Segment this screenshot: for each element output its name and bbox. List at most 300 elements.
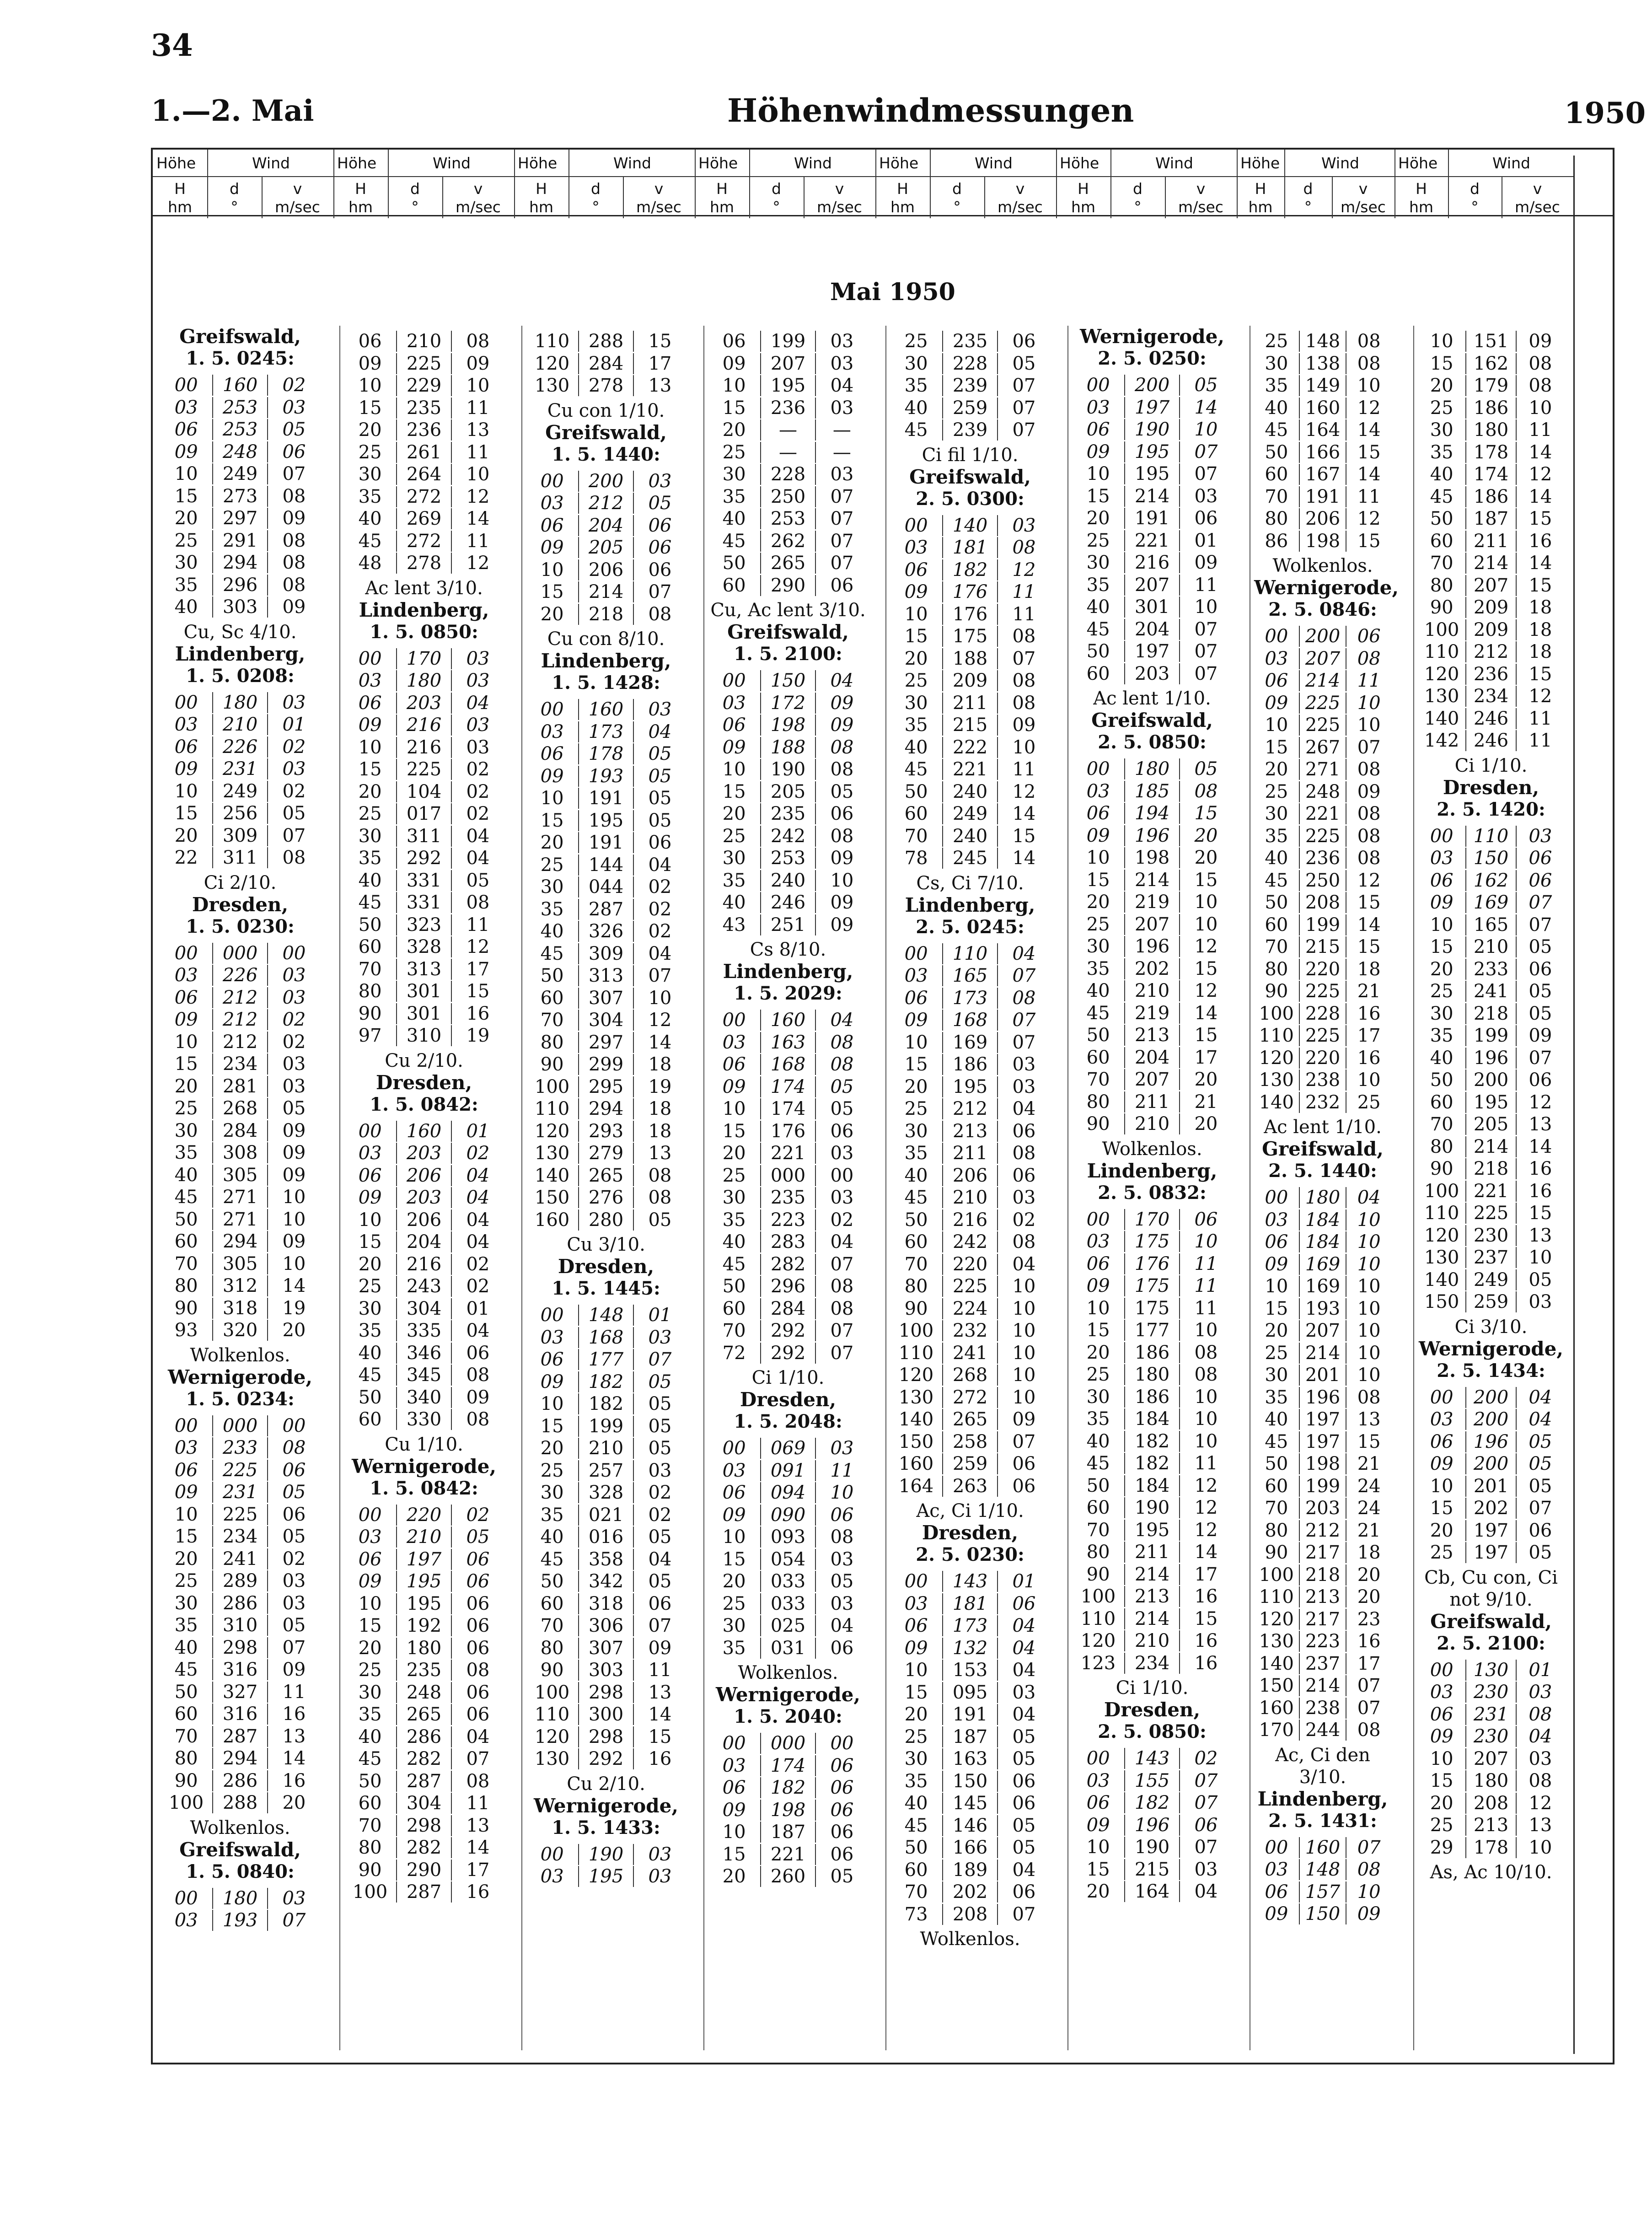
speed-cell: 12	[1194, 1497, 1218, 1519]
speed-cell: 07	[282, 463, 306, 485]
height-cell: 30	[358, 1298, 382, 1319]
speed-cell: 15	[1357, 441, 1381, 463]
measurement-row	[708, 1755, 868, 1777]
direction-cell: 169	[1299, 1254, 1347, 1275]
height-cell: 40	[904, 736, 928, 758]
direction-cell: 218	[578, 604, 634, 625]
height-cell: 25	[904, 1726, 928, 1747]
speed-cell: 09	[830, 692, 854, 714]
speed-cell: 03	[1194, 1859, 1218, 1880]
height-cell: 15	[174, 485, 198, 507]
height-cell: 09	[1430, 1453, 1454, 1475]
header-hoehe: Höhe	[1060, 154, 1100, 172]
height-cell: 03	[1265, 1209, 1288, 1231]
direction-cell: 249	[942, 803, 998, 824]
direction-cell: 229	[396, 375, 452, 396]
measurement-row	[1254, 670, 1391, 692]
height-cell: 70	[540, 1010, 564, 1031]
height-cell: 20	[722, 1143, 746, 1164]
direction-cell: 235	[942, 331, 998, 352]
height-cell: 100	[534, 1076, 570, 1097]
height-cell: 97	[358, 1025, 382, 1047]
height-cell: 30	[358, 1682, 382, 1703]
height-cell: 90	[1430, 1158, 1454, 1180]
station-block	[160, 1839, 320, 1932]
speed-cell: 10	[1194, 1386, 1218, 1408]
direction-cell: 307	[578, 1638, 634, 1659]
height-cell: 160	[1259, 1697, 1294, 1719]
measurement-row	[1072, 935, 1232, 958]
measurement-row	[1072, 574, 1232, 597]
height-cell: 15	[1430, 1498, 1454, 1519]
measurement-row	[160, 1526, 320, 1548]
station-datetime: 1. 5. 1428:	[552, 672, 660, 693]
measurement-row	[1072, 758, 1232, 780]
data-column	[1072, 326, 1232, 2050]
speed-cell: 05	[648, 1371, 672, 1392]
speed-cell: 09	[1194, 552, 1218, 574]
direction-cell: 210	[396, 1526, 452, 1548]
cloud-remark: Cu 1/10.	[385, 1434, 463, 1455]
station-name: Greifswald,	[179, 1838, 301, 1861]
speed-cell: 02	[282, 1031, 306, 1053]
measurement-row	[344, 419, 504, 441]
direction-cell: 054	[760, 1549, 816, 1570]
height-cell: 30	[722, 464, 746, 485]
direction-cell: 182	[1124, 1792, 1180, 1813]
speed-cell: 12	[466, 486, 490, 507]
speed-cell: 07	[1194, 1770, 1218, 1791]
measurement-row	[160, 1009, 320, 1031]
direction-cell: 249	[212, 781, 268, 802]
data-column	[708, 326, 868, 2050]
measurement-row	[160, 1415, 320, 1437]
direction-cell: 222	[942, 737, 998, 758]
direction-cell: 214	[1299, 670, 1347, 691]
speed-cell: 11	[466, 914, 490, 935]
header-d: d °	[230, 180, 239, 216]
direction-cell: 197	[396, 1549, 452, 1570]
speed-cell: 09	[1357, 1903, 1381, 1925]
measurement-row	[160, 1770, 320, 1792]
station-datetime: 1. 5. 0842:	[370, 1093, 478, 1115]
height-cell: 90	[174, 1770, 198, 1791]
measurement-row	[708, 803, 868, 825]
direction-cell: 197	[1299, 1431, 1347, 1452]
height-cell: 50	[1265, 892, 1288, 914]
height-cell: 10	[1265, 715, 1288, 736]
direction-cell: 253	[760, 508, 816, 529]
height-cell: 09	[722, 1504, 746, 1526]
height-cell: 35	[1265, 1387, 1288, 1408]
speed-cell: 15	[648, 331, 672, 352]
measurement-row	[344, 1187, 504, 1209]
speed-cell: 02	[648, 876, 672, 898]
direction-cell: 186	[1124, 1342, 1180, 1363]
direction-cell: 278	[396, 553, 452, 574]
direction-cell: 197	[1465, 1542, 1516, 1563]
speed-cell: 11	[466, 397, 490, 419]
speed-cell: 03	[830, 331, 854, 352]
direction-cell: 195	[578, 1866, 634, 1887]
speed-cell: 09	[282, 597, 306, 618]
speed-cell: 06	[1012, 1165, 1036, 1186]
height-cell: 30	[904, 353, 928, 374]
height-cell: 43	[722, 914, 746, 935]
direction-cell: 216	[396, 1254, 452, 1275]
measurement-row	[526, 1349, 686, 1371]
height-cell: 09	[1430, 892, 1454, 914]
measurement-row	[160, 374, 320, 397]
height-cell: 06	[1086, 1792, 1110, 1814]
measurement-row	[890, 1682, 1050, 1704]
measurement-row	[160, 485, 320, 508]
speed-cell: 11	[1529, 708, 1552, 729]
station-name: Wernigerode,	[1079, 325, 1225, 348]
height-cell: 30	[1086, 1386, 1110, 1408]
cloud-remark: Wolkenlos.	[1272, 555, 1373, 576]
measurement-row	[1072, 780, 1232, 803]
measurement-row	[1418, 1814, 1564, 1837]
height-cell: 140	[1424, 1269, 1459, 1290]
height-cell: 78	[904, 848, 928, 869]
measurement-row	[708, 847, 868, 870]
measurement-row	[708, 1865, 868, 1888]
direction-cell: 225	[1299, 981, 1347, 1002]
speed-cell: 03	[282, 1887, 306, 1909]
speed-cell: 03	[830, 1548, 854, 1570]
height-cell: 25	[722, 1593, 746, 1614]
measurement-row	[1072, 1475, 1232, 1497]
measurement-row	[344, 463, 504, 486]
height-cell: 70	[722, 1320, 746, 1342]
height-cell: 25	[358, 1276, 382, 1297]
column-rule	[339, 326, 340, 2050]
speed-cell: 08	[1357, 648, 1381, 669]
direction-cell: 193	[212, 1910, 268, 1931]
direction-cell: 207	[1124, 1069, 1180, 1090]
direction-cell: 230	[1465, 1726, 1516, 1747]
speed-cell: 04	[1012, 1615, 1036, 1637]
direction-cell: 265	[578, 1165, 634, 1186]
speed-cell: 04	[466, 1231, 490, 1253]
speed-cell: 04	[1194, 1881, 1218, 1903]
height-cell: 86	[1265, 530, 1288, 552]
height-cell: 140	[1424, 708, 1459, 729]
speed-cell: 06	[466, 1682, 490, 1703]
height-cell: 10	[1265, 1276, 1288, 1297]
height-cell: 80	[1265, 508, 1288, 530]
direction-cell: 239	[942, 419, 998, 441]
height-cell: 35	[174, 1142, 198, 1164]
station-datetime: 1. 5. 0840:	[186, 1860, 295, 1882]
speed-cell: 14	[648, 1704, 672, 1725]
height-cell: 70	[904, 1881, 928, 1903]
speed-cell: 07	[830, 1320, 854, 1342]
measurement-row	[526, 699, 686, 721]
height-cell: 50	[1265, 1453, 1288, 1475]
height-cell: 30	[1265, 1365, 1288, 1386]
direction-cell: 221	[760, 1143, 816, 1164]
direction-cell: 225	[1299, 826, 1347, 847]
height-cell: 35	[1265, 375, 1288, 397]
measurement-row	[1418, 1247, 1564, 1269]
speed-cell: 08	[1012, 987, 1036, 1009]
direction-cell: 295	[578, 1076, 634, 1097]
measurement-row	[526, 1682, 686, 1704]
height-cell: 10	[540, 559, 564, 580]
direction-cell: 191	[942, 1704, 998, 1725]
direction-cell: 149	[1299, 375, 1347, 396]
height-cell: 06	[540, 515, 564, 536]
measurement-row	[344, 353, 504, 375]
direction-cell: 292	[760, 1320, 816, 1341]
height-cell: 15	[358, 1231, 382, 1253]
height-cell: 130	[898, 1387, 934, 1408]
measurement-row	[1072, 1836, 1232, 1859]
measurement-row	[160, 1725, 320, 1748]
speed-cell: 12	[1194, 980, 1218, 1002]
height-cell: 15	[1430, 1770, 1454, 1792]
speed-cell: 10	[1194, 892, 1218, 913]
direction-cell: 211	[1465, 531, 1516, 552]
speed-cell: 08	[282, 574, 306, 596]
cloud-remark: Ci 2/10.	[204, 872, 277, 893]
speed-cell: 06	[830, 1799, 854, 1821]
direction-cell: 187	[942, 1726, 998, 1747]
height-cell: 09	[358, 1187, 382, 1209]
height-cell: 00	[1265, 1187, 1288, 1209]
speed-cell: 06	[282, 441, 306, 462]
measurement-row	[526, 470, 686, 493]
direction-cell: 195	[578, 810, 634, 831]
height-cell: 10	[1430, 1748, 1454, 1769]
height-cell: 09	[1086, 441, 1110, 462]
measurement-row	[1254, 508, 1391, 530]
measurement-row	[708, 1231, 868, 1253]
height-cell: 30	[722, 848, 746, 869]
speed-cell: 02	[282, 1009, 306, 1031]
height-cell: 10	[174, 1504, 198, 1525]
measurement-row	[160, 1459, 320, 1482]
measurement-row	[160, 1297, 320, 1320]
measurement-row	[526, 1637, 686, 1660]
direction-cell: 345	[396, 1365, 452, 1386]
measurement-row	[1418, 1542, 1564, 1564]
header-hoehe: Höhe	[1398, 154, 1438, 172]
height-cell: 15	[174, 1054, 198, 1075]
measurement-row	[890, 375, 1050, 397]
height-cell: 50	[358, 1770, 382, 1792]
measurement-row	[526, 1748, 686, 1770]
speed-cell: 10	[1012, 1342, 1036, 1364]
speed-cell: 10	[1012, 1320, 1036, 1342]
direction-cell: 289	[212, 1570, 268, 1591]
measurement-row	[1254, 441, 1391, 464]
speed-cell: 14	[1357, 419, 1381, 441]
measurement-row	[160, 441, 320, 463]
measurement-row	[890, 1298, 1050, 1320]
measurement-row	[890, 515, 1050, 537]
height-cell: 15	[1086, 1320, 1110, 1341]
station-datetime: 1. 5. 1433:	[552, 1817, 660, 1838]
header-d: d °	[410, 180, 420, 216]
height-cell: 09	[722, 1076, 746, 1097]
measurement-row	[708, 1098, 868, 1120]
measurement-row	[1072, 1209, 1232, 1231]
height-cell: 45	[174, 1659, 198, 1681]
station-name: Lindenberg,	[723, 960, 853, 983]
direction-cell: 309	[578, 943, 634, 964]
direction-cell: 232	[1299, 1092, 1347, 1113]
direction-cell: 193	[1299, 1298, 1347, 1319]
height-cell: 80	[1086, 1542, 1110, 1563]
height-cell: 70	[1265, 936, 1288, 958]
station-block	[344, 599, 504, 1072]
direction-cell: 192	[396, 1615, 452, 1636]
measurement-row	[1418, 1837, 1564, 1859]
measurement-row	[1254, 1520, 1391, 1542]
height-cell: 100	[1259, 1003, 1294, 1024]
measurement-row	[160, 1909, 320, 1932]
speed-cell: 14	[1357, 914, 1381, 935]
measurement-row	[1254, 758, 1391, 781]
height-cell: 25	[1430, 981, 1454, 1002]
direction-cell: 265	[942, 1409, 998, 1430]
measurement-row	[890, 1593, 1050, 1615]
measurement-row	[1418, 486, 1564, 508]
height-cell: 20	[904, 1076, 928, 1097]
height-cell: 50	[358, 1387, 382, 1408]
height-cell: 03	[1430, 1409, 1454, 1430]
measurement-row	[344, 670, 504, 692]
speed-cell: 08	[1012, 1231, 1036, 1253]
measurement-row	[890, 1009, 1050, 1032]
measurement-row	[1418, 958, 1564, 981]
speed-cell: 07	[1194, 1792, 1218, 1814]
speed-cell: 12	[1012, 559, 1036, 580]
height-cell: 100	[898, 1320, 934, 1342]
speed-cell: 24	[1357, 1498, 1381, 1519]
measurement-row	[890, 1253, 1050, 1276]
height-cell: 50	[904, 1209, 928, 1231]
direction-cell: 180	[1299, 1187, 1347, 1208]
header-wind: Wind	[794, 154, 832, 172]
speed-cell: 04	[1012, 1859, 1036, 1881]
direction-cell: 132	[942, 1638, 998, 1659]
column-rule	[1067, 326, 1068, 2050]
height-cell: 09	[722, 736, 746, 758]
direction-cell: 186	[1124, 1387, 1180, 1408]
speed-cell: 05	[830, 1866, 854, 1887]
height-cell: 25	[540, 854, 564, 876]
height-cell: 45	[358, 1365, 382, 1386]
direction-cell: 225	[1299, 693, 1347, 714]
height-cell: 00	[904, 1571, 928, 1592]
height-cell: 20	[540, 603, 564, 625]
station-datetime: 1. 5. 1440:	[552, 443, 660, 465]
height-cell: 15	[358, 1615, 382, 1637]
speed-cell: 03	[648, 699, 672, 720]
measurement-row	[890, 1903, 1050, 1926]
height-cell: 45	[1086, 1002, 1110, 1024]
speed-cell: 03	[830, 1438, 854, 1459]
height-cell: 00	[174, 692, 198, 713]
measurement-row	[344, 1526, 504, 1548]
measurement-row	[890, 1231, 1050, 1253]
station-datetime: 1. 5. 2029:	[734, 983, 842, 1004]
measurement-row	[1418, 1136, 1564, 1158]
height-cell: 03	[358, 670, 382, 692]
measurement-row	[344, 1364, 504, 1387]
direction-cell: 186	[1465, 486, 1516, 507]
station-datetime: 1. 5. 2040:	[734, 1706, 842, 1727]
direction-cell: 236	[396, 419, 452, 441]
direction-cell: 203	[396, 693, 452, 714]
speed-cell: 19	[648, 1076, 672, 1097]
direction-cell: —	[760, 419, 816, 441]
direction-cell: 180	[1465, 419, 1516, 441]
speed-cell: 06	[1194, 508, 1218, 529]
speed-cell: 04	[1529, 1387, 1552, 1408]
direction-cell: 221	[760, 1844, 816, 1865]
height-cell: 00	[1265, 1837, 1288, 1858]
measurement-row	[708, 1054, 868, 1076]
speed-cell: 13	[466, 419, 490, 441]
direction-cell: 170	[396, 648, 452, 669]
station-block	[708, 1684, 868, 1888]
direction-cell: 182	[942, 559, 998, 580]
direction-cell: 286	[212, 1770, 268, 1791]
station-block	[160, 326, 320, 643]
speed-cell: 16	[1357, 1631, 1381, 1652]
header-hoehe: Höhe	[337, 154, 377, 172]
height-cell: 100	[352, 1881, 388, 1903]
height-cell: 60	[1086, 663, 1110, 684]
speed-cell: 14	[1194, 1542, 1218, 1563]
measurement-row	[160, 964, 320, 987]
station-datetime: 2. 5. 1431:	[1268, 1810, 1377, 1832]
station-block	[890, 894, 1050, 1522]
speed-cell: 12	[1357, 508, 1381, 530]
cloud-remark: Wolkenlos.	[190, 1344, 290, 1366]
height-cell: 90	[1265, 981, 1288, 1002]
measurement-row	[1254, 1187, 1391, 1209]
speed-cell: 03	[1012, 1187, 1036, 1209]
station-block	[526, 650, 686, 1256]
speed-cell: 13	[1529, 1815, 1552, 1836]
direction-cell: 215	[1124, 1859, 1180, 1880]
speed-cell: 09	[466, 1387, 490, 1408]
speed-cell: 03	[830, 1593, 854, 1614]
height-cell: 20	[1265, 759, 1288, 780]
measurement-row	[890, 1342, 1050, 1365]
speed-cell: 08	[282, 1437, 306, 1459]
station-datetime: 2. 5. 0230:	[916, 1544, 1024, 1565]
measurement-row	[526, 743, 686, 765]
speed-cell: 07	[1194, 441, 1218, 462]
direction-cell: 299	[578, 1054, 634, 1075]
direction-cell: 223	[760, 1209, 816, 1231]
speed-cell: 10	[1357, 715, 1381, 736]
cloud-remark: Cu 2/10.	[385, 1050, 463, 1071]
direction-cell: 304	[396, 1298, 452, 1319]
direction-cell: 175	[1124, 1298, 1180, 1319]
speed-cell: 03	[1012, 1076, 1036, 1097]
speed-cell: 03	[830, 1143, 854, 1164]
height-cell: 50	[904, 781, 928, 802]
height-cell: 80	[1430, 575, 1454, 596]
